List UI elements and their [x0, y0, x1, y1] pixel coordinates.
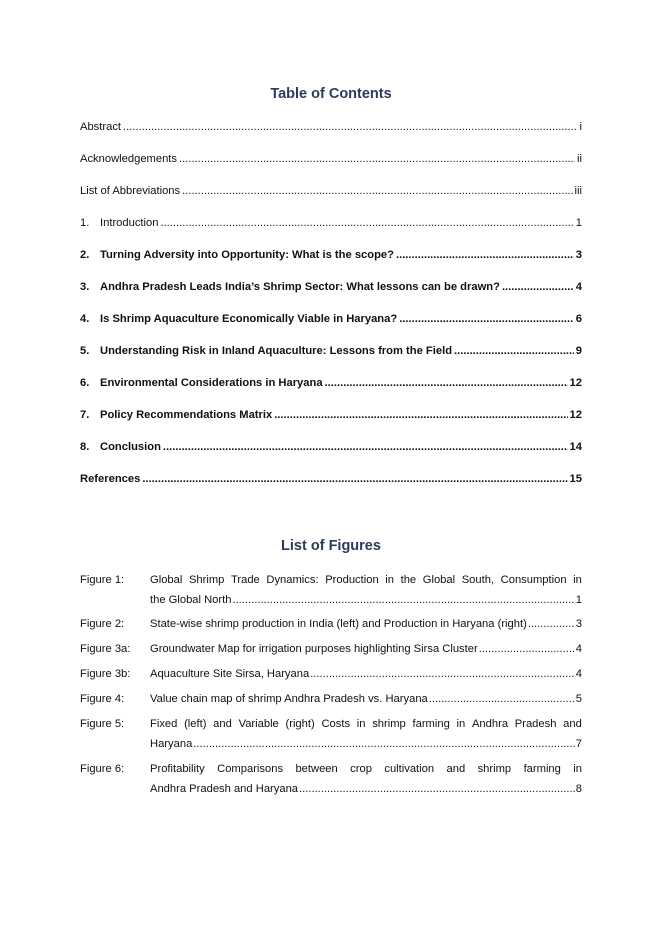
- caption-word: shrimp: [477, 763, 512, 775]
- caption-word: the: [400, 574, 417, 586]
- caption-word: Profitability: [150, 763, 205, 775]
- caption-word: (right): [285, 718, 315, 730]
- figure-caption-line: [150, 759, 582, 779]
- caption-word: Costs: [321, 718, 351, 730]
- figure-page: 4: [575, 668, 582, 680]
- toc-entry-page: 14: [569, 441, 582, 453]
- caption-word: Fixed: [150, 718, 178, 730]
- figure-caption-line: Haryana: [150, 738, 193, 750]
- dot-leader: [193, 734, 574, 754]
- caption-word: in: [356, 718, 366, 730]
- toc-entry-page: 3: [575, 249, 582, 261]
- caption-word: crop: [350, 763, 372, 775]
- figure-entry-6[interactable]: [80, 759, 582, 799]
- toc-entry-label: Understanding Risk in Inland Aquaculture: Lessons from the Field: [100, 345, 453, 357]
- toc-entry-label: Conclusion: [100, 441, 161, 453]
- figure-caption-line: Groundwater Map for irrigation purposes highlighting Sirsa Cluster: [150, 643, 478, 655]
- dot-leader: [396, 249, 574, 261]
- figure-entry-5[interactable]: [80, 714, 582, 754]
- caption-word: Consumption: [500, 574, 567, 586]
- dot-leader: [123, 121, 577, 133]
- dot-leader: [163, 441, 568, 453]
- toc-entry-risk[interactable]: [80, 345, 582, 361]
- caption-word: farming: [412, 718, 450, 730]
- figure-caption-line: [150, 570, 582, 590]
- toc-entry-acknowledgements[interactable]: [80, 153, 582, 169]
- toc-entry-conclusion[interactable]: [80, 441, 582, 457]
- dot-leader: [429, 689, 575, 709]
- figure-page: 3: [575, 618, 582, 630]
- figure-caption-line: [150, 714, 582, 734]
- caption-word: Shrimp: [188, 574, 225, 586]
- dot-leader: [454, 345, 574, 357]
- figure-page: 1: [575, 594, 582, 606]
- toc-entry-references[interactable]: [80, 473, 582, 489]
- caption-word: Global: [150, 574, 183, 586]
- figure-caption-line: State-wise shrimp production in India (left) and Production in Haryana (right): [150, 618, 527, 630]
- toc-entry-label: References: [80, 473, 141, 485]
- dot-leader: [479, 639, 575, 659]
- toc-entry-label: Introduction: [100, 217, 159, 229]
- figure-caption-line: Aquaculture Site Sirsa, Haryana: [150, 668, 310, 680]
- caption-word: Production: [325, 574, 379, 586]
- figure-entry-2[interactable]: [80, 614, 582, 634]
- caption-word: cultivation: [384, 763, 435, 775]
- toc-entry-page: 9: [575, 345, 582, 357]
- toc-entry-abbreviations[interactable]: [80, 185, 582, 201]
- dot-leader: [274, 409, 567, 421]
- dot-leader: [502, 281, 574, 293]
- caption-word: and: [213, 718, 232, 730]
- caption-word: shrimp: [372, 718, 406, 730]
- caption-word: (left): [184, 718, 207, 730]
- figure-caption-line: Value chain map of shrimp Andhra Pradesh vs. Haryana: [150, 693, 428, 705]
- toc-entry-page: iii: [574, 185, 582, 197]
- dot-leader: [399, 313, 574, 325]
- dot-leader: [182, 185, 572, 197]
- figure-page: 4: [575, 643, 582, 655]
- toc-entry-page: 4: [575, 281, 582, 293]
- toc-entry-page: 1: [575, 217, 582, 229]
- toc-entry-label: Is Shrimp Aquaculture Economically Viable in Haryana?: [100, 313, 398, 325]
- toc-entry-andhra-pradesh[interactable]: [80, 281, 582, 297]
- toc-entry-scope[interactable]: [80, 249, 582, 265]
- figure-number: Figure 3b:: [80, 668, 131, 680]
- caption-word: Dynamics:: [266, 574, 319, 586]
- figure-page: 5: [575, 693, 582, 705]
- figure-caption-line: Andhra Pradesh and Haryana: [150, 783, 299, 795]
- dot-leader: [232, 590, 574, 610]
- dot-leader: [142, 473, 567, 485]
- toc-entry-page: 12: [569, 409, 582, 421]
- figure-page: 7: [575, 738, 582, 750]
- toc-entry-label: Environmental Considerations in Haryana: [100, 377, 323, 389]
- caption-word: in: [573, 763, 582, 775]
- toc-entry-label: Andhra Pradesh Leads India’s Shrimp Sector: What lessons can be drawn?: [100, 281, 500, 293]
- caption-word: Trade: [230, 574, 260, 586]
- toc-entry-page: ii: [577, 153, 582, 165]
- toc-entry-number: 2.: [80, 249, 90, 261]
- figure-number: Figure 3a:: [80, 643, 131, 655]
- caption-word: in: [385, 574, 394, 586]
- toc-entry-page: 6: [575, 313, 582, 325]
- caption-word: in: [456, 718, 466, 730]
- toc-entry-policy[interactable]: [80, 409, 582, 425]
- caption-word: in: [573, 574, 582, 586]
- dot-leader: [528, 614, 575, 634]
- toc-entry-label: Abstract: [80, 121, 122, 133]
- toc-entry-number: 1.: [80, 217, 90, 229]
- caption-word: and: [446, 763, 466, 775]
- toc-entry-environmental[interactable]: [80, 377, 582, 393]
- figure-entry-3b[interactable]: [80, 664, 582, 684]
- toc-entry-page: 12: [569, 377, 582, 389]
- toc-entry-viability[interactable]: [80, 313, 582, 329]
- toc-entry-page: 15: [569, 473, 582, 485]
- dot-leader: [160, 217, 573, 229]
- toc-entry-number: 5.: [80, 345, 90, 357]
- figure-number: Figure 2:: [80, 618, 125, 630]
- figure-number: Figure 1:: [80, 574, 125, 586]
- toc-entry-label: Policy Recommendations Matrix: [100, 409, 273, 421]
- toc-entry-page: i: [579, 121, 582, 133]
- caption-word: Comparisons: [217, 763, 284, 775]
- figure-entry-1[interactable]: [80, 570, 582, 610]
- toc-entry-number: 6.: [80, 377, 90, 389]
- toc-entry-number: 7.: [80, 409, 90, 421]
- toc-entry-label: Acknowledgements: [80, 153, 178, 165]
- toc-entry-label: List of Abbreviations: [80, 185, 181, 197]
- toc-entry-number: 8.: [80, 441, 90, 453]
- caption-word: farming: [523, 763, 561, 775]
- toc-entry-number: 3.: [80, 281, 90, 293]
- toc-title: Table of Contents: [270, 86, 392, 102]
- lof-title: List of Figures: [281, 538, 381, 554]
- figure-entry-3a[interactable]: [80, 639, 582, 659]
- caption-word: Global: [422, 574, 456, 586]
- dot-leader: [310, 664, 575, 684]
- figure-number: Figure 5:: [80, 718, 125, 730]
- figure-number: Figure 6:: [80, 763, 125, 775]
- caption-word: South,: [461, 574, 495, 586]
- toc-entry-introduction[interactable]: [80, 217, 582, 233]
- dot-leader: [325, 377, 568, 389]
- caption-word: Pradesh: [514, 718, 557, 730]
- caption-word: and: [563, 718, 582, 730]
- figure-caption-line: the Global North: [150, 594, 232, 606]
- figure-page: 8: [575, 783, 582, 795]
- caption-word: between: [295, 763, 338, 775]
- dot-leader: [179, 153, 575, 165]
- toc-entry-number: 4.: [80, 313, 90, 325]
- toc-entry-label: Turning Adversity into Opportunity: What is the scope?: [100, 249, 394, 261]
- toc-entry-abstract[interactable]: [80, 121, 582, 137]
- caption-word: Variable: [238, 718, 279, 730]
- figure-entry-4[interactable]: [80, 689, 582, 709]
- figure-number: Figure 4:: [80, 693, 125, 705]
- dot-leader: [299, 779, 575, 799]
- caption-word: Andhra: [471, 718, 509, 730]
